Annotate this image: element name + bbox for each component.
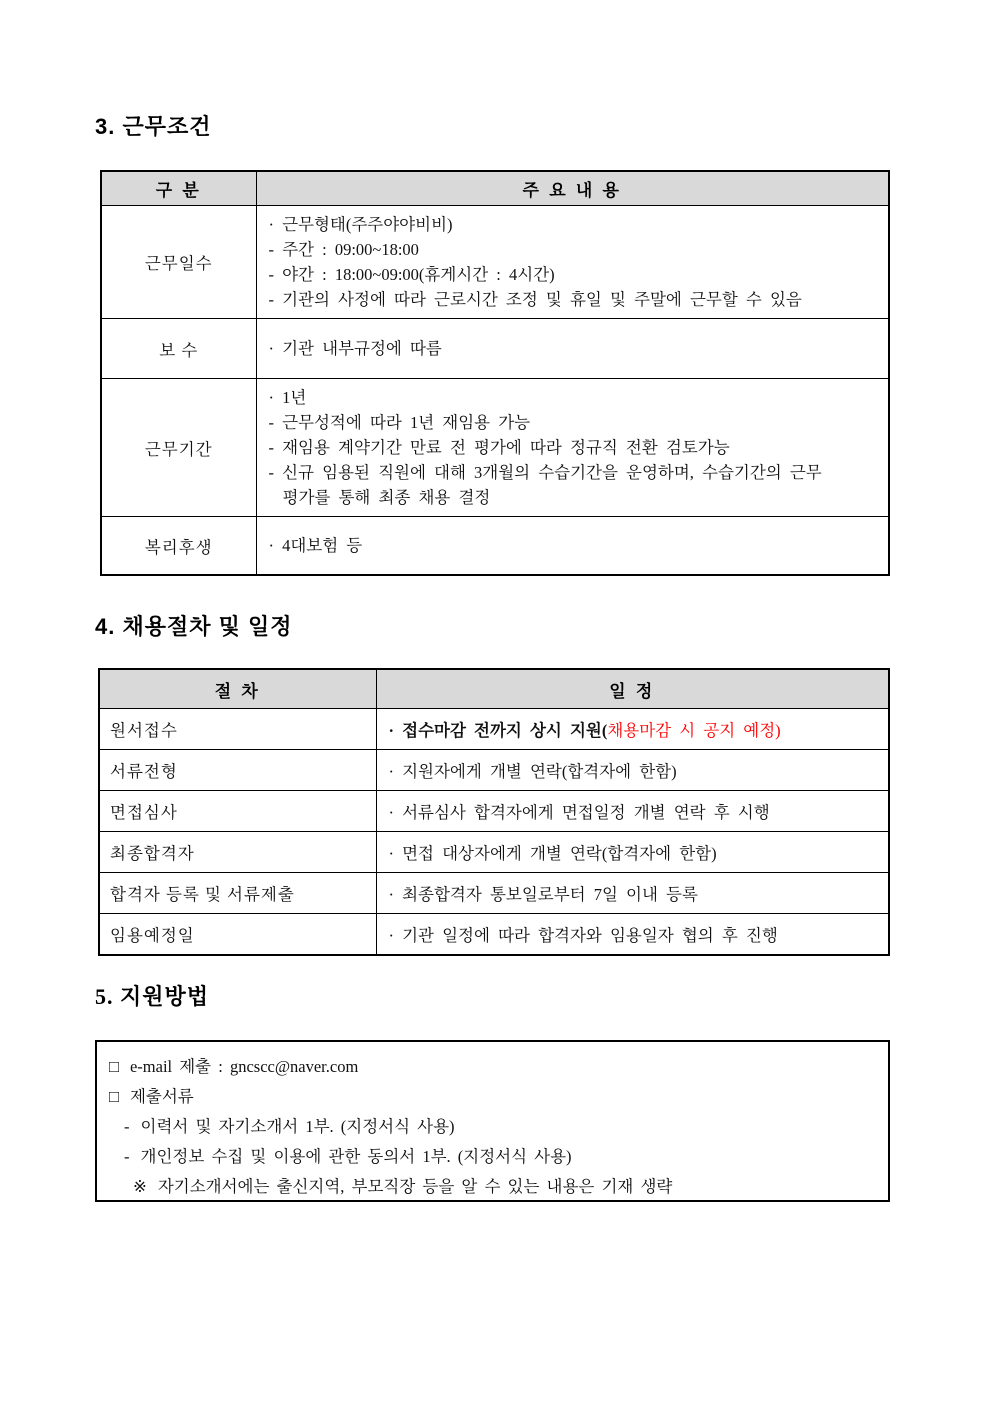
content-line: · 4대보험 등: [268, 536, 363, 555]
row-label-pay: 보 수: [101, 319, 256, 379]
content-line-continuation: 평가를 통해 최종 채용 결정: [282, 488, 491, 507]
schedule-text-red-notice: 채용마감 시 공지 예정): [607, 721, 781, 740]
list-item-resume: [97, 1112, 888, 1142]
content-line: - 신규 임용된 직원에 대해 3개월의 수습기간을 운영하며, 수습기간의 근무: [268, 463, 822, 482]
list-item-text: 이력서 및 자기소개서 1부. (지정서식 사용): [140, 1117, 455, 1136]
table-row: [101, 379, 889, 517]
working-conditions-table: [100, 170, 890, 576]
row-content-benefits: [256, 517, 889, 576]
row-label-application-receipt: 원서접수: [99, 709, 376, 750]
row-label-appointment-date: 임용예정일: [99, 914, 376, 956]
row-content-pay: [256, 319, 889, 379]
list-item-documents: [97, 1082, 888, 1112]
list-item-email: [97, 1052, 888, 1082]
content-line: · 1년: [268, 388, 307, 407]
row-content-appointment-date: · 기관 일정에 따라 합격자와 임용일자 협의 후 진행: [376, 914, 889, 956]
list-item-consent-form: [97, 1142, 888, 1172]
content-line: · 기관 내부규정에 따름: [268, 339, 442, 358]
table-row: [101, 319, 889, 379]
table-header-row: [101, 171, 889, 206]
square-bullet-icon: □: [109, 1087, 119, 1106]
content-line: - 재임용 계약기간 만료 전 평가에 따라 정규직 전환 검토가능: [268, 438, 730, 457]
column-header-details: 주 요 내 용: [256, 171, 889, 206]
content-line: - 야간 : 18:00~09:00(휴게시간 : 4시간): [268, 265, 555, 284]
schedule-text-bold: · 접수마감 전까지 상시 지원(: [388, 721, 608, 740]
table-row: [99, 709, 889, 750]
recruitment-schedule-table: [98, 668, 890, 956]
content-line: - 기관의 사정에 따라 근로시간 조정 및 휴일 및 주말에 근무할 수 있음: [268, 290, 802, 309]
table-row: [99, 791, 889, 832]
row-content-final-successful: · 면접 대상자에게 개별 연락(합격자에 한함): [376, 832, 889, 873]
table-row: [99, 914, 889, 956]
row-label-final-successful: 최종합격자: [99, 832, 376, 873]
row-label-employment-period: 근무기간: [101, 379, 256, 517]
table-row: [99, 750, 889, 791]
row-content-employment-period: [256, 379, 889, 517]
square-bullet-icon: □: [109, 1057, 119, 1076]
table-header-row: [99, 669, 889, 709]
row-label-benefits: 복리후생: [101, 517, 256, 576]
content-line: · 근무형태(주주야야비비): [268, 215, 453, 234]
list-item-text: e-mail 제출 : gncscc@naver.com: [129, 1057, 359, 1076]
column-header-category: 구 분: [101, 171, 256, 206]
row-label-interview: 면접심사: [99, 791, 376, 832]
table-row: [99, 873, 889, 914]
row-label-registration: 합격자 등록 및 서류제출: [99, 873, 376, 914]
row-content-application-receipt: [376, 709, 889, 750]
dash-bullet-icon: -: [124, 1147, 130, 1166]
content-line: - 주간 : 09:00~18:00: [268, 240, 419, 259]
list-item-text: 개인정보 수집 및 이용에 관한 동의서 1부. (지정서식 사용): [140, 1147, 572, 1166]
table-row: [101, 517, 889, 576]
list-item-text: 제출서류: [129, 1087, 194, 1106]
table-row: [99, 832, 889, 873]
row-content-interview: · 서류심사 합격자에게 면접일정 개별 연락 후 시행: [376, 791, 889, 832]
application-method-box: [95, 1040, 890, 1202]
section-title-working-conditions: 3. 근무조건: [95, 114, 212, 139]
reference-mark-icon: ※: [133, 1177, 147, 1196]
list-item-text: 자기소개서에는 출신지역, 부모직장 등을 알 수 있는 내용은 기재 생략: [157, 1177, 673, 1196]
row-label-workdays: 근무일수: [101, 206, 256, 319]
column-header-procedure: 절 차: [99, 669, 376, 709]
row-content-workdays: [256, 206, 889, 319]
row-label-document-screening: 서류전형: [99, 750, 376, 791]
table-row: [101, 206, 889, 319]
section-title-application-method: 5. 지원방법: [95, 984, 210, 1009]
row-content-registration: · 최종합격자 통보일로부터 7일 이내 등록: [376, 873, 889, 914]
dash-bullet-icon: -: [124, 1117, 130, 1136]
column-header-schedule: 일 정: [376, 669, 889, 709]
content-line: - 근무성적에 따라 1년 재임용 가능: [268, 413, 531, 432]
section-title-recruitment-process: 4. 채용절차 및 일정: [95, 614, 293, 639]
list-item-note: [97, 1172, 888, 1202]
row-content-document-screening: · 지원자에게 개별 연락(합격자에 한함): [376, 750, 889, 791]
